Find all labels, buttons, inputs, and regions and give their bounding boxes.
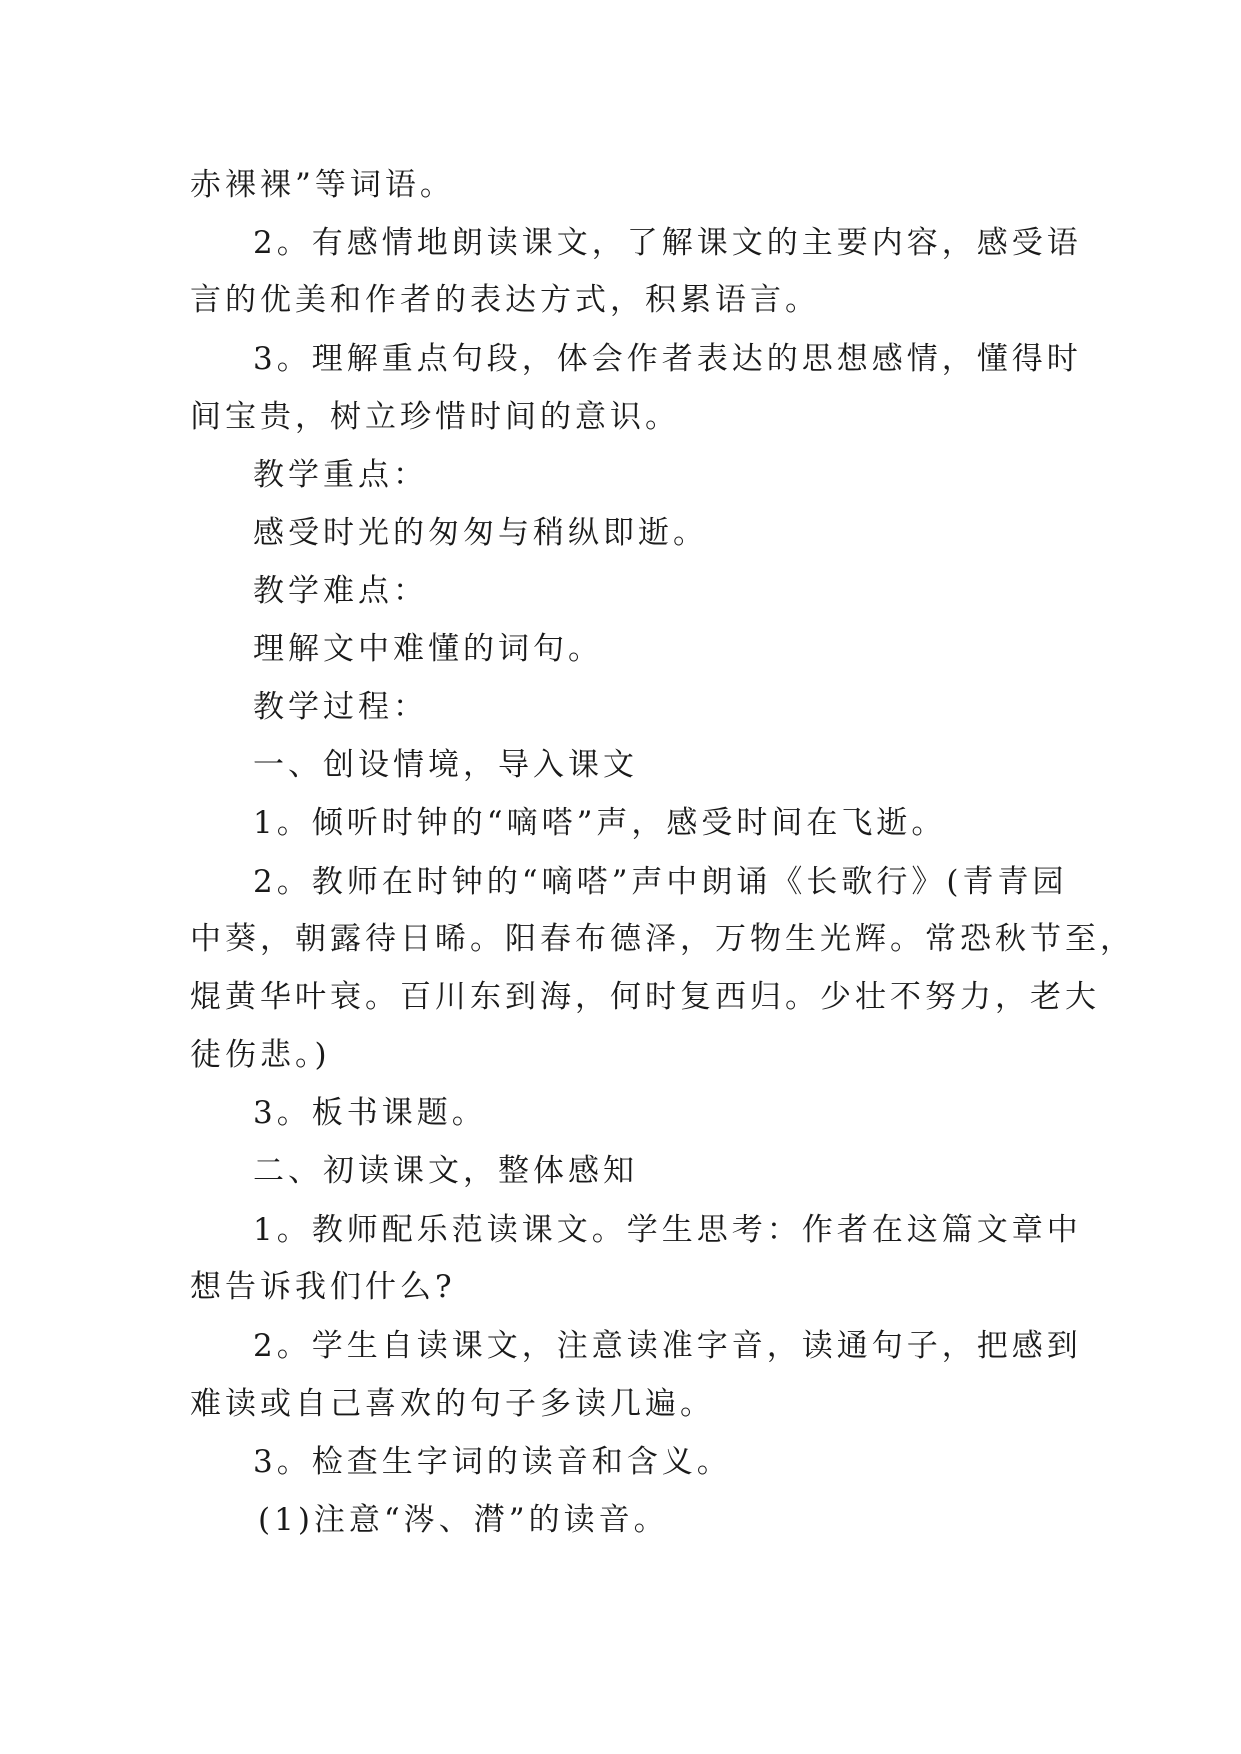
text-line: 2。教师在时钟的“嘀嗒”声中朗诵《长歌行》(青青园 xyxy=(253,864,1068,900)
text-line: 感受时光的匆匆与稍纵即逝。 xyxy=(253,515,708,551)
text-line: 言的优美和作者的表达方式，积累语言。 xyxy=(190,282,820,318)
text-line: 3。检查生字词的读音和含义。 xyxy=(253,1444,732,1480)
text-line: 2。学生自读课文，注意读准字音，读通句子，把感到 xyxy=(253,1328,1082,1364)
section-heading: 教学难点： xyxy=(253,573,428,609)
text-line: 3。理解重点句段，体会作者表达的思想感情，懂得时 xyxy=(253,341,1082,377)
text-line: 1。教师配乐范读课文。学生思考：作者在这篇文章中 xyxy=(253,1212,1082,1248)
text-line: 赤裸裸”等词语。 xyxy=(190,167,455,203)
text-line: 中葵，朝露待日晞。阳春布德泽，万物生光辉。常恐秋节至， xyxy=(190,921,1135,957)
text-line: 难读或自己喜欢的句子多读几遍。 xyxy=(190,1386,715,1422)
section-heading: 一、创设情境，导入课文 xyxy=(253,747,638,783)
section-heading: 教学过程： xyxy=(253,689,428,725)
section-heading: 教学重点： xyxy=(253,457,428,493)
text-line: 1。倾听时钟的“嘀嗒”声，感受时间在飞逝。 xyxy=(253,805,947,841)
text-line: 间宝贵，树立珍惜时间的意识。 xyxy=(190,399,680,435)
text-line: 焜黄华叶衰。百川东到海，何时复西归。少壮不努力，老大 xyxy=(190,979,1100,1015)
text-line: 理解文中难懂的词句。 xyxy=(253,631,603,667)
text-line: 想告诉我们什么? xyxy=(190,1269,456,1305)
text-line: (1)注意“涔、潸”的读音。 xyxy=(258,1502,669,1538)
text-line: 徒伤悲。) xyxy=(190,1037,331,1073)
section-heading: 二、初读课文，整体感知 xyxy=(253,1153,638,1189)
text-line: 3。板书课题。 xyxy=(253,1095,487,1131)
text-line: 2。有感情地朗读课文，了解课文的主要内容，感受语 xyxy=(253,225,1082,261)
